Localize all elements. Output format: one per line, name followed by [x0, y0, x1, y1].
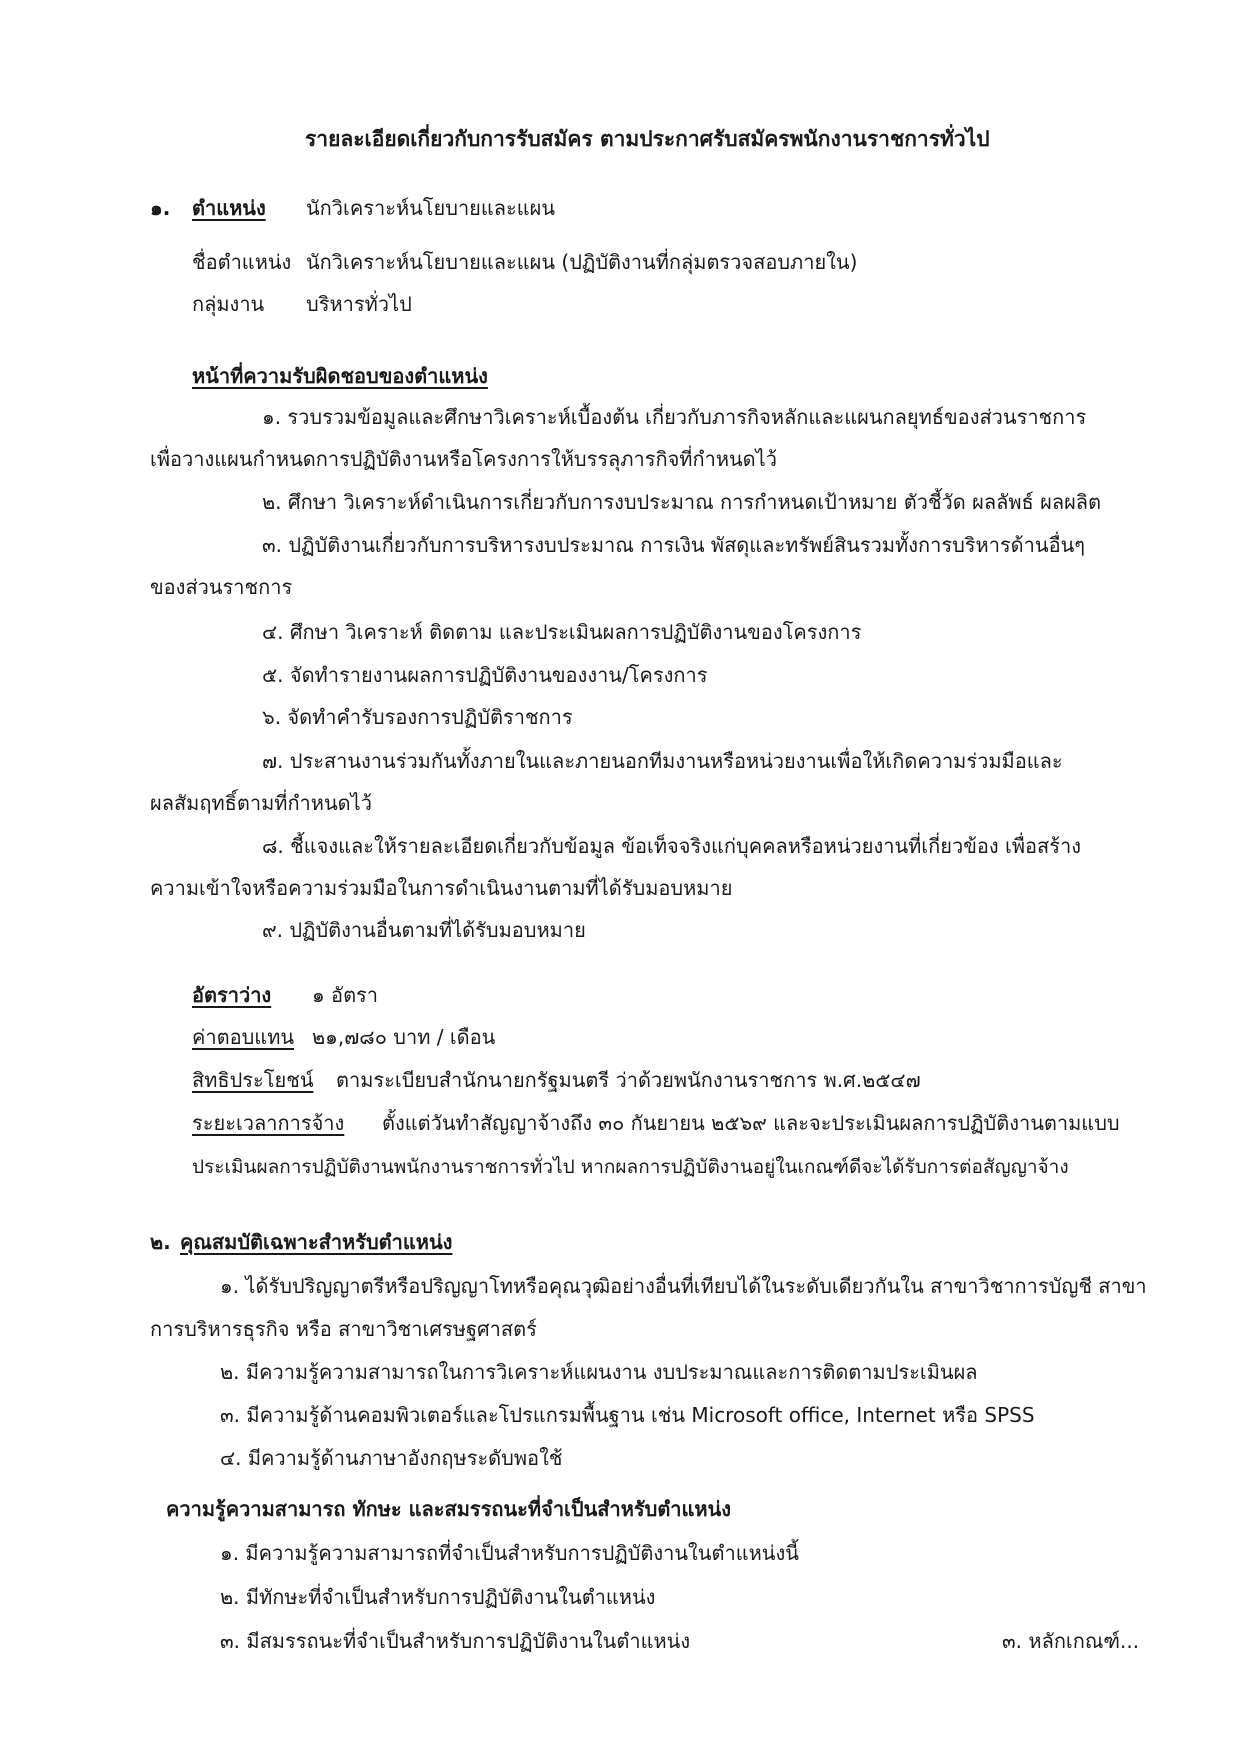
- qualification-item: ๑. ได้รับปริญญาตรีหรือปริญญาโทหรือคุณวุฒิอย่างอื่นที่เทียบได้ในระดับเดียวกันใน สาขาวิชาการบัญชี สาขา: [220, 1274, 1147, 1298]
- duty-item: ๖. จัดทำคำรับรองการปฏิบัติราชการ: [262, 705, 573, 729]
- section-1-number: ๑.: [150, 196, 171, 220]
- benefits-label: สิทธิประโยชน์: [192, 1068, 314, 1092]
- duty-item: ๙. ปฏิบัติงานอื่นตามที่ได้รับมอบหมาย: [262, 918, 586, 942]
- duty-item-continued: ของส่วนราชการ: [150, 575, 293, 599]
- duty-item: ๓. ปฏิบัติงานเกี่ยวกับการบริหารงบประมาณ การเงิน พัสดุและทรัพย์สินรวมทั้งการบริหารด้านอื่นๆ: [262, 533, 1085, 557]
- position-value: นักวิเคราะห์นโยบายและแผน: [306, 196, 556, 220]
- position-name-label: ชื่อตำแหน่ง: [192, 250, 292, 274]
- salary-value: ๒๑,๗๘๐ บาท / เดือน: [312, 1025, 496, 1049]
- salary-label: ค่าตอบแทน: [192, 1025, 295, 1049]
- section-2-number: ๒.: [150, 1230, 171, 1254]
- duty-item: ๗. ประสานงานร่วมกันทั้งภายในและภายนอกทีมงานหรือหน่วยงานเพื่อให้เกิดความร่วมมือและ: [262, 749, 1063, 773]
- competency-heading: ความรู้ความสามารถ ทักษะ และสมรรถนะที่จำเป็นสำหรับตำแหน่ง: [166, 1497, 732, 1521]
- section-2-heading: คุณสมบัติเฉพาะสำหรับตำแหน่ง: [180, 1230, 453, 1254]
- duty-item: ๑. รวบรวมข้อมูลและศึกษาวิเคราะห์เบื้องต้น เกี่ยวกับภารกิจหลักและแผนกลยุทธ์ของส่วนราชการ: [262, 405, 1087, 429]
- duty-item-continued: ความเข้าใจหรือความร่วมมือในการดำเนินงานตามที่ได้รับมอบหมาย: [150, 876, 733, 900]
- term-value: ตั้งแต่วันทำสัญญาจ้างถึง ๓๐ กันยายน ๒๕๖๙ และจะประเมินผลการปฏิบัติงานตามแบบ: [382, 1111, 1120, 1135]
- vacancy-value: ๑ อัตรา: [312, 983, 379, 1007]
- duty-item: ๔. ศึกษา วิเคราะห์ ติดตาม และประเมินผลการปฏิบัติงานของโครงการ: [262, 620, 862, 644]
- qualification-item: ๓. มีความรู้ด้านคอมพิวเตอร์และโปรแกรมพื้นฐาน เช่น Microsoft office, Internet หรือ SPSS: [220, 1403, 1035, 1427]
- duty-item-continued: ผลสัมฤทธิ์ตามที่กำหนดไว้: [150, 791, 372, 815]
- group-label: กลุ่มงาน: [192, 292, 265, 316]
- duty-item: ๕. จัดทำรายงานผลการปฏิบัติงานของงาน/โครงการ: [262, 663, 708, 687]
- qualification-item: ๒. มีความรู้ความสามารถในการวิเคราะห์แผนงาน งบประมาณและการติดตามประเมินผล: [220, 1360, 978, 1384]
- qualification-item-continued: การบริหารธุรกิจ หรือ สาขาวิชาเศรษฐศาสตร์: [150, 1317, 537, 1341]
- competency-item: ๓. มีสมรรถนะที่จำเป็นสำหรับการปฏิบัติงานในตำแหน่ง: [220, 1629, 691, 1653]
- vacancy-label: อัตราว่าง: [192, 983, 272, 1007]
- duty-item-continued: เพื่อวางแผนกำหนดการปฏิบัติงานหรือโครงการให้บรรลุภารกิจที่กำหนดไว้: [150, 447, 777, 471]
- competency-item: ๑. มีความรู้ความสามารถที่จำเป็นสำหรับการปฏิบัติงานในตำแหน่งนี้: [220, 1541, 799, 1565]
- duty-item: ๘. ชี้แจงและให้รายละเอียดเกี่ยวกับข้อมูล ข้อเท็จจริงแก่บุคคลหรือหน่วยงานที่เกี่ยวข้อง เพื่อสร้าง: [262, 834, 1081, 858]
- qualification-item: ๔. มีความรู้ด้านภาษาอังกฤษระดับพอใช้: [220, 1446, 563, 1470]
- duties-heading: หน้าที่ความรับผิดชอบของตำแหน่ง: [192, 364, 488, 388]
- term-value-continued: ประเมินผลการปฏิบัติงานพนักงานราชการทั่วไป หากผลการปฏิบัติงานอยู่ในเกณฑ์ดีจะได้รับการต่อสัญญาจ้าง: [192, 1156, 1069, 1178]
- competency-item: ๒. มีทักษะที่จำเป็นสำหรับการปฏิบัติงานในตำแหน่ง: [220, 1585, 656, 1609]
- section-1-heading: ตำแหน่ง: [192, 196, 266, 220]
- duty-item: ๒. ศึกษา วิเคราะห์ดำเนินการเกี่ยวกับการงบประมาณ การกำหนดเป้าหมาย ตัวชี้วัด ผลลัพธ์ ผลผลิต: [262, 490, 1102, 514]
- position-name-value: นักวิเคราะห์นโยบายและแผน (ปฏิบัติงานที่กลุ่มตรวจสอบภายใน): [306, 250, 858, 274]
- group-value: บริหารทั่วไป: [306, 292, 412, 316]
- document-title: รายละเอียดเกี่ยวกับการรับสมัคร ตามประกาศรับสมัครพนักงานราชการทั่วไป: [305, 127, 990, 151]
- benefits-value: ตามระเบียบสำนักนายกรัฐมนตรี ว่าด้วยพนักงานราชการ พ.ศ.๒๕๔๗: [336, 1068, 921, 1092]
- term-label: ระยะเวลาการจ้าง: [192, 1111, 345, 1135]
- continued-marker: ๓. หลักเกณฑ์...: [1002, 1629, 1140, 1653]
